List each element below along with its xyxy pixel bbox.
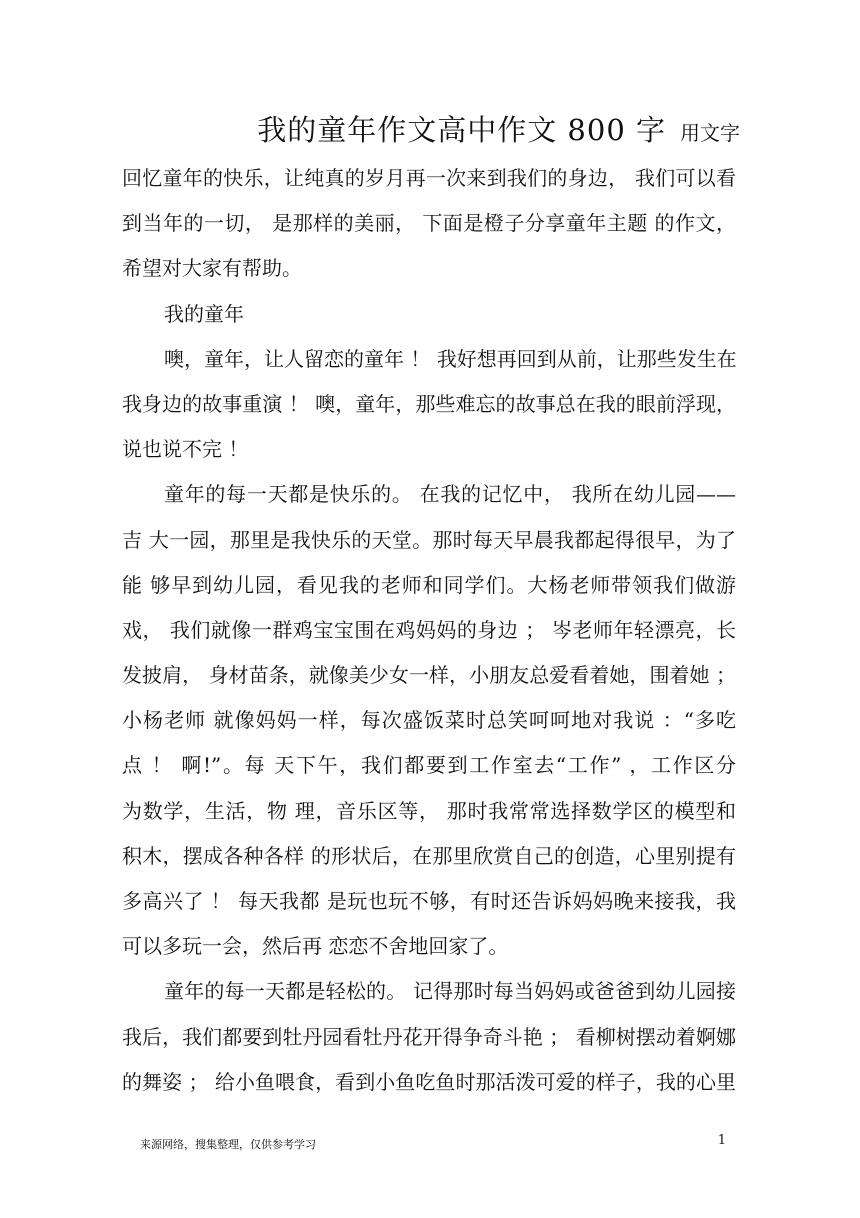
page-number: 1 bbox=[717, 1133, 726, 1148]
text-line: 说也说不完 ！ bbox=[122, 437, 249, 462]
text-line: 我的童年 bbox=[164, 301, 244, 326]
text-line: 积木，摆成各种各样 的形状后，在那里欣赏自己的创造，心里别提有 bbox=[122, 843, 736, 868]
text-line: 到当年的一切， 是那样的美丽， 下面是橙子分享童年主题 的作文， bbox=[122, 211, 736, 236]
title-row bbox=[120, 108, 740, 152]
text-line: 噢，童年，让人留恋的童年 ！ 我好想再回到从前，让那些发生在 bbox=[164, 346, 737, 371]
article-body bbox=[122, 156, 736, 1105]
text-line: 吉 大一园，那里是我快乐的天堂。那时每天早晨我都起得很早，为了 bbox=[122, 527, 736, 552]
text-line: 我身边的故事重演 ！ 噢，童年，那些难忘的故事总在我的眼前浮现， bbox=[122, 391, 736, 416]
text-line: 童年的每一天都是快乐的。 在我的记忆中， 我所在幼儿园—— bbox=[164, 482, 736, 507]
title-tail-text: 用文字 bbox=[680, 121, 740, 145]
text-line: 童年的每一天都是轻松的。 记得那时每当妈妈或爸爸到幼儿园接 bbox=[164, 979, 736, 1004]
text-line: 希望对大家有帮助。 bbox=[122, 256, 302, 281]
text-line: 为数学，生活，物 理，音乐区等， 那时我常常选择数学区的模型和 bbox=[122, 798, 736, 823]
text-line: 多高兴了 ！ 每天我都 是玩也玩不够，有时还告诉妈妈晚来接我，我 bbox=[122, 889, 736, 913]
text-line: 能 够早到幼儿园，看见我的老师和同学们。大杨老师带领我们做游 bbox=[122, 572, 736, 597]
text-line: 小杨老师 就像妈妈一样，每次盛饭菜时总笑呵呵地对我说 ：“多吃 bbox=[122, 708, 736, 733]
text-line: 的舞姿 ； 给小鱼喂食，看到小鱼吃鱼时那活泼可爱的样子，我的心里 bbox=[122, 1069, 736, 1094]
page-title: 我的童年作文高中作文 800 字 bbox=[257, 113, 666, 147]
text-line: 我后，我们都要到牡丹园看牡丹花开得争奇斗艳 ； 看柳树摆动着婀娜 bbox=[122, 1024, 736, 1049]
text-line: 发披肩， 身材苗条，就像美少女一样，小朋友总爱看着她，围着她 ； bbox=[122, 663, 736, 688]
text-line: 可以多玩一会，然后再 恋恋不舍地回家了。 bbox=[122, 934, 509, 959]
text-line: 回忆童年的快乐，让纯真的岁月再一次来到我们的身边， 我们可以看 bbox=[122, 166, 736, 190]
text-line: 点 ！ 啊!”。每 天下午，我们都要到工作室去“工作” ，工作区分 bbox=[122, 753, 736, 778]
footer-source-note: 来源网络，搜集整理，仅供参考学习 bbox=[140, 1138, 316, 1151]
text-line: 戏， 我们就像一群鸡宝宝围在鸡妈妈的身边 ； 岑老师年轻漂亮，长 bbox=[122, 617, 736, 642]
